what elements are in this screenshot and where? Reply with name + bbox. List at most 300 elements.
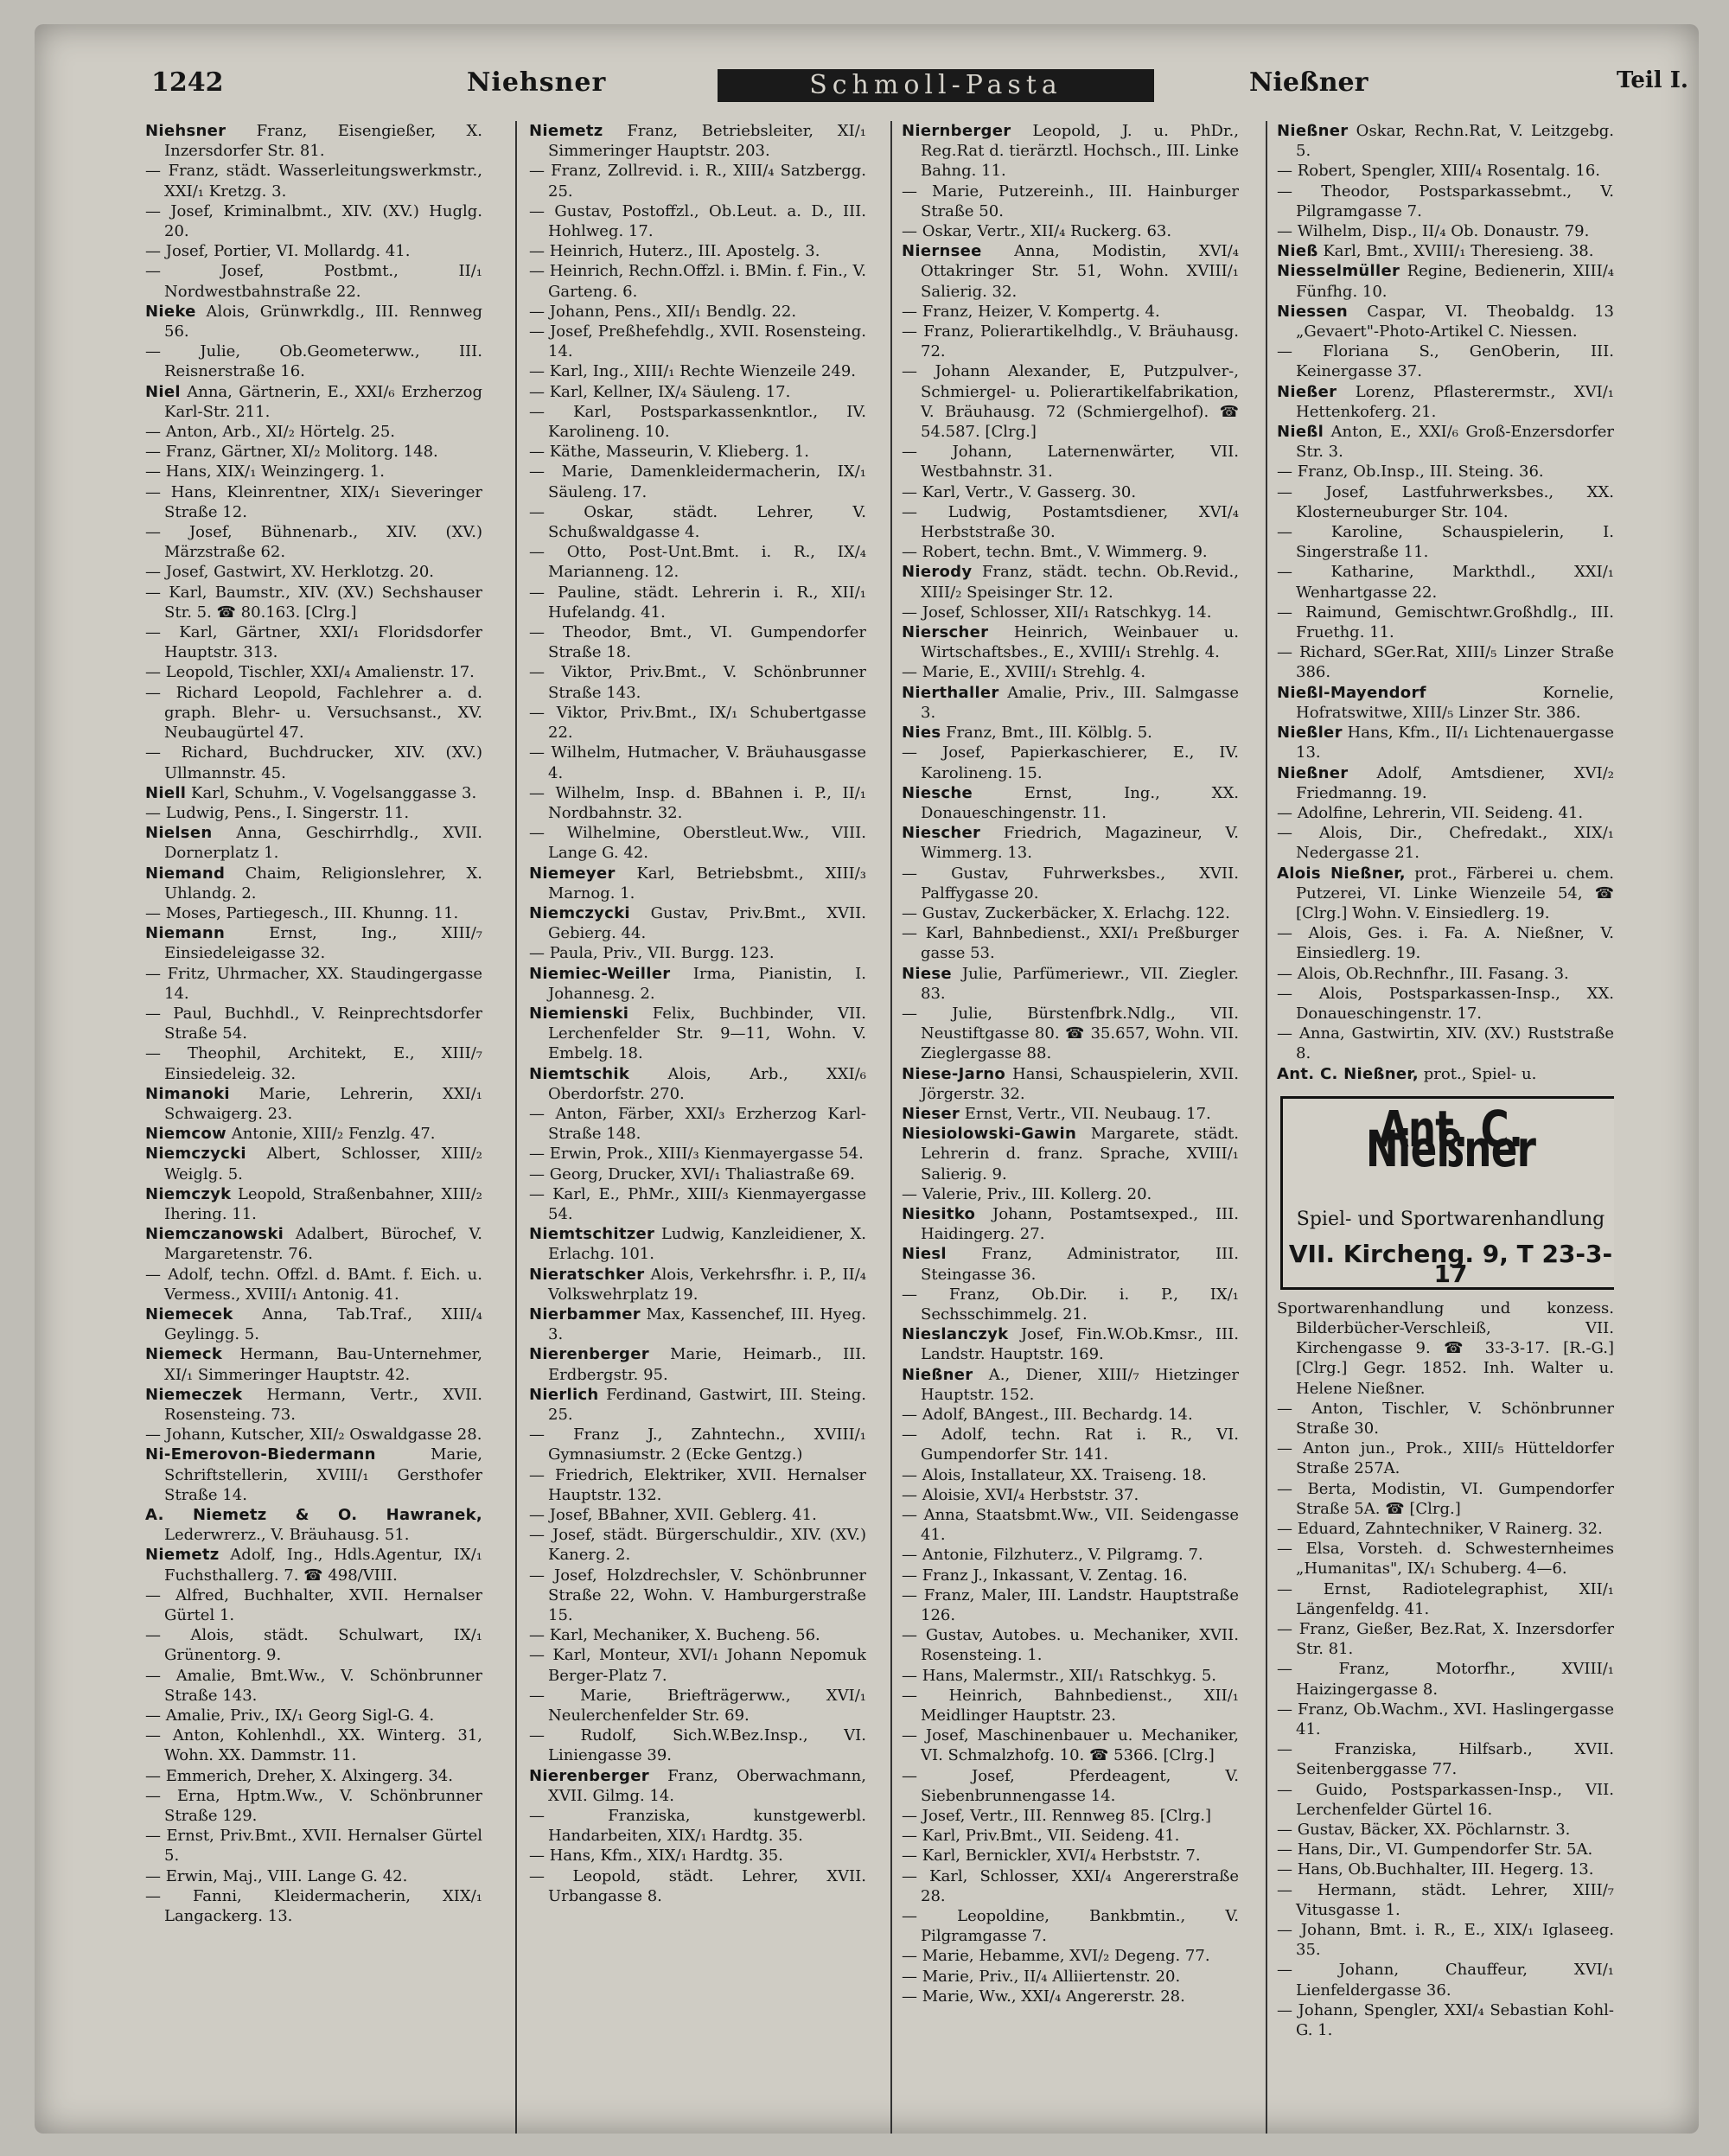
directory-entry bbox=[529, 1725, 866, 1765]
directory-entry bbox=[145, 1766, 482, 1786]
directory-entry bbox=[902, 121, 1239, 182]
directory-entry bbox=[529, 1645, 866, 1685]
entry-text: — Franz, Heizer, V. Kompertg. 4. bbox=[902, 302, 1160, 321]
directory-entry bbox=[902, 1766, 1239, 1806]
entry-text: — Karoline, Schauspielerin, I. Singerstraße 11. bbox=[1277, 523, 1614, 562]
ad-title: Ant. C. Nießner bbox=[1365, 1099, 1536, 1178]
entry-text: — Hans, Kfm., XIX/₁ Hardtg. 35. bbox=[529, 1847, 783, 1866]
directory-entry bbox=[902, 1365, 1239, 1405]
entry-text: Marie, Lehrerin, XXI/₁ Schwaigerg. 23. bbox=[164, 1084, 482, 1123]
column-4 bbox=[1277, 121, 1614, 2134]
directory-entry bbox=[1277, 1519, 1614, 1539]
entry-surname: Niemcow bbox=[145, 1125, 226, 1144]
directory-entry bbox=[529, 442, 866, 462]
directory-entry bbox=[145, 442, 482, 462]
entry-text: Franz, Eisengießer, X. Inzersdorfer Str. 81. bbox=[164, 122, 482, 161]
directory-entry bbox=[145, 1666, 482, 1706]
entry-text: — Johann, Kutscher, XII/₂ Oswaldgasse 28. bbox=[145, 1426, 482, 1445]
directory-entry bbox=[902, 1204, 1239, 1244]
directory-entry bbox=[145, 1866, 482, 1886]
directory-entry bbox=[145, 783, 482, 803]
entry-text: — Johann, Laternenwärter, VII. Westbahnstr. 31. bbox=[902, 443, 1239, 482]
entry-text: Hermann, Vertr., XVII. Rosensteing. 73. bbox=[164, 1385, 482, 1424]
directory-entry bbox=[1277, 522, 1614, 562]
directory-entry bbox=[902, 1725, 1239, 1765]
directory-entry bbox=[529, 1304, 866, 1344]
entry-text: — Josef, Portier, VI. Mollardg. 41. bbox=[145, 242, 411, 261]
entry-text: — Johann Alexander, E, Putzpulver-, Schmiergel- u. Polierartikelfabrikation, V. Bräuhausg. 72 (Schmiergelhof). ☎ 54.587. [Clrg.] bbox=[902, 362, 1239, 442]
entry-text: Karl, Betriebsbmt., XIII/₃ Marnog. 1. bbox=[548, 864, 866, 903]
directory-entry bbox=[145, 1385, 482, 1425]
entry-text: — Otto, Post-Unt.Bmt. i. R., IX/₄ Marianneng. 12. bbox=[529, 543, 866, 582]
entry-text: Antonie, XIII/₂ Fenzlg. 47. bbox=[226, 1125, 436, 1144]
entry-text: — Aloisie, XVI/₄ Herbststr. 37. bbox=[902, 1485, 1139, 1504]
directory-entry bbox=[529, 1566, 866, 1626]
directory-entry bbox=[1277, 1064, 1614, 1084]
entry-text: — Viktor, Priv.Bmt., IX/₁ Schubertgasse 22. bbox=[529, 703, 866, 743]
entry-text: A., Diener, XIII/₇ Hietzinger Hauptstr. 152. bbox=[921, 1365, 1239, 1404]
directory-entry bbox=[902, 964, 1239, 1004]
entry-surname: A. Niemetz & O. Hawranek, bbox=[145, 1506, 482, 1525]
entry-surname: Niesl bbox=[902, 1245, 947, 1264]
entry-text: Ernst, Ing., XIII/₇ Einsiedeleigasse 32. bbox=[164, 924, 482, 963]
directory-entry bbox=[1277, 302, 1614, 341]
directory-entry bbox=[902, 783, 1239, 823]
directory-entry bbox=[145, 482, 482, 522]
entry-surname: Niemetz bbox=[145, 1546, 220, 1565]
entry-text: — Josef, Vertr., III. Rennweg 85. [Clrg.] bbox=[902, 1807, 1211, 1826]
directory-entry bbox=[529, 382, 866, 402]
entry-surname: Niese-Jarno bbox=[902, 1064, 1006, 1083]
directory-entry bbox=[145, 1124, 482, 1144]
entry-text: — Alois, Postsparkassen-Insp., XX. Donaueschingenstr. 17. bbox=[1277, 984, 1614, 1023]
entry-text: — Käthe, Masseurin, V. Klieberg. 1. bbox=[529, 443, 809, 462]
directory-entry bbox=[1277, 562, 1614, 602]
directory-entry bbox=[902, 1906, 1239, 1946]
directory-entry bbox=[529, 1866, 866, 1906]
column-rule bbox=[890, 121, 892, 2134]
directory-entry bbox=[1277, 221, 1614, 241]
directory-entry bbox=[902, 1987, 1239, 2006]
directory-entry bbox=[529, 783, 866, 823]
directory-entry bbox=[529, 462, 866, 501]
directory-entry bbox=[145, 241, 482, 261]
entry-text: — Fritz, Uhrmacher, XX. Staudingergasse 14. bbox=[145, 964, 482, 1003]
entry-surname: Nierthaller bbox=[902, 683, 999, 702]
part-label: Teil I. bbox=[1617, 67, 1688, 93]
entry-text: — Anna, Staatsbmt.Ww., VII. Seidengasse 41. bbox=[902, 1506, 1239, 1545]
entry-surname: Nierlich bbox=[529, 1385, 599, 1404]
entry-text: Ernst, Vertr., VII. Neubaug. 17. bbox=[960, 1104, 1211, 1123]
directory-entry bbox=[145, 1706, 482, 1725]
entry-text: — Josef, Schlosser, XII/₁ Ratschkyg. 14. bbox=[902, 603, 1212, 622]
directory-entry bbox=[529, 402, 866, 442]
directory-entry bbox=[145, 923, 482, 963]
entry-text: — Adolf, techn. Rat i. R., VI. Gumpendorfer Str. 141. bbox=[902, 1426, 1239, 1464]
directory-entry bbox=[529, 903, 866, 943]
entry-text: — Hans, Malermstr., XII/₁ Ratschkyg. 5. bbox=[902, 1666, 1217, 1685]
entry-text: — Marie, E., XVIII/₁ Strehlg. 4. bbox=[902, 663, 1146, 682]
entry-text: — Valerie, Priv., III. Kollerg. 20. bbox=[902, 1184, 1152, 1203]
directory-entry bbox=[145, 562, 482, 582]
directory-entry bbox=[529, 261, 866, 301]
entry-surname: Nielsen bbox=[145, 824, 213, 843]
directory-entry bbox=[1277, 964, 1614, 984]
directory-entry bbox=[529, 1465, 866, 1505]
entry-text: — Eduard, Zahntechniker, V Rainerg. 32. bbox=[1277, 1519, 1603, 1538]
entry-surname: Nierenberger bbox=[529, 1766, 649, 1785]
entry-text: — Franz, städt. Wasserleitungswerkmstr., XXI/₁ Kretzg. 3. bbox=[145, 162, 482, 201]
entry-text: — Karl, Gärtner, XXI/₁ Floridsdorfer Hauptstr. 313. bbox=[145, 623, 482, 662]
directory-entry bbox=[1277, 823, 1614, 863]
entry-text: — Karl, Mechaniker, X. Bucheng. 56. bbox=[529, 1626, 820, 1645]
directory-entry bbox=[145, 1184, 482, 1224]
directory-entry bbox=[1277, 161, 1614, 181]
directory-entry bbox=[902, 683, 1239, 723]
directory-entry bbox=[529, 542, 866, 582]
entry-text: — Richard Leopold, Fachlehrer a. d. graph. Blehr- u. Versuchsanst., XV. Neubaugürtel 47. bbox=[145, 683, 482, 743]
advertisement-box bbox=[1280, 1096, 1614, 1290]
directory-entry bbox=[145, 1886, 482, 1926]
directory-entry bbox=[902, 603, 1239, 622]
directory-entry bbox=[145, 422, 482, 442]
directory-entry bbox=[902, 542, 1239, 562]
entry-surname: Niemienski bbox=[529, 1004, 629, 1023]
entry-surname: Niemecek bbox=[145, 1304, 233, 1324]
directory-entry bbox=[1277, 1438, 1614, 1478]
entry-surname: Niemtschitzer bbox=[529, 1225, 655, 1244]
entry-text: — Anton, Kohlenhdl., XX. Winterg. 31, Wohn. XX. Dammstr. 11. bbox=[145, 1726, 482, 1765]
column-1 bbox=[145, 121, 482, 2134]
entry-text: — Franz, Zollrevid. i. R., XIII/₄ Satzbergg. 25. bbox=[529, 162, 866, 201]
directory-entry bbox=[529, 1144, 866, 1164]
entry-text: — Gustav, Postoffzl., Ob.Leut. a. D., III. Hohlweg. 17. bbox=[529, 201, 866, 241]
entry-text: — Richard, SGer.Rat, XIII/₅ Linzer Straße 386. bbox=[1277, 643, 1614, 682]
entry-surname: Nießner bbox=[1277, 122, 1349, 140]
entry-text: — Heinrich, Bahnbedienst., XII/₁ Meidlinger Hauptstr. 23. bbox=[902, 1686, 1239, 1725]
entry-text: — Hans, Ob.Buchhalter, III. Hegerg. 13. bbox=[1277, 1860, 1594, 1879]
entry-text: — Marie, Briefträgerww., XVI/₁ Neulerchenfelder Str. 69. bbox=[529, 1686, 866, 1725]
directory-entry bbox=[1277, 241, 1614, 261]
entry-text: — Antonie, Filzhuterz., V. Pilgramg. 7. bbox=[902, 1546, 1203, 1565]
entry-text: — Josef, Papierkaschierer, E., IV. Karolineng. 15. bbox=[902, 743, 1239, 782]
entry-text: — Johann, Spengler, XXI/₄ Sebastian Kohl-G. 1. bbox=[1277, 2000, 1614, 2040]
directory-entry bbox=[145, 622, 482, 662]
directory-entry bbox=[1277, 1920, 1614, 1960]
directory-entry bbox=[529, 943, 866, 963]
entry-surname: Nimanoki bbox=[145, 1084, 230, 1103]
directory-entry bbox=[145, 964, 482, 1004]
directory-entry bbox=[529, 201, 866, 241]
entry-text: Lorenz, Pflasterermstr., XVI/₁ Hettenkoferg. 21. bbox=[1296, 382, 1614, 421]
directory-entry bbox=[145, 903, 482, 923]
directory-entry bbox=[145, 1084, 482, 1124]
directory-entry bbox=[1277, 1619, 1614, 1659]
entry-text: — Heinrich, Huterz., III. Apostelg. 3. bbox=[529, 242, 820, 261]
entry-text: — Alois, Ob.Rechnfhr., III. Fasang. 3. bbox=[1277, 964, 1569, 983]
entry-text: — Heinrich, Rechn.Offzl. i. BMin. f. Fin., V. Garteng. 6. bbox=[529, 262, 866, 301]
ad-address: VII. Kircheng. 9, T 23-3-17 bbox=[1288, 1239, 1613, 1288]
directory-entry bbox=[1277, 1024, 1614, 1063]
entry-text: — Oskar, städt. Lehrer, V. Schußwaldgasse 4. bbox=[529, 502, 866, 542]
directory-entry bbox=[902, 1004, 1239, 1064]
entry-text: Anna, Geschirrhdlg., XVII. Dornerplatz 1. bbox=[164, 824, 482, 863]
entry-surname: Niell bbox=[145, 783, 187, 802]
directory-entry bbox=[1277, 1298, 1614, 1399]
directory-entry bbox=[529, 1686, 866, 1725]
directory-entry bbox=[902, 182, 1239, 221]
directory-entry bbox=[902, 662, 1239, 682]
entry-surname: Nieß bbox=[1277, 242, 1318, 261]
directory-entry bbox=[902, 1545, 1239, 1565]
entry-text: — Karl, Ing., XIII/₁ Rechte Wienzeile 249. bbox=[529, 362, 857, 381]
directory-entry bbox=[145, 683, 482, 743]
directory-entry bbox=[529, 1806, 866, 1846]
entry-text: — Robert, techn. Bmt., V. Wimmerg. 9. bbox=[902, 543, 1208, 562]
entry-surname: Niessen bbox=[1277, 302, 1348, 321]
entry-surname: Niernsee bbox=[902, 242, 982, 261]
entry-surname: Niemetz bbox=[529, 122, 603, 140]
directory-entry bbox=[145, 1144, 482, 1183]
entry-text: Franz, Betriebsleiter, XI/₁ Simmeringer Hauptstr. 203. bbox=[548, 122, 866, 161]
entry-text: — Leopoldine, Bankbmtin., V. Pilgramgasse 7. bbox=[902, 1907, 1239, 1946]
directory-entry bbox=[902, 1104, 1239, 1124]
entry-text: — Hans, Kleinrentner, XIX/₁ Sieveringer Straße 12. bbox=[145, 482, 482, 521]
entry-text: Marie, Schriftstellerin, XVIII/₁ Gersthofer Straße 14. bbox=[164, 1445, 482, 1504]
directory-entry bbox=[902, 743, 1239, 782]
entry-text: — Moses, Partiegesch., III. Khunng. 11. bbox=[145, 903, 459, 922]
entry-text: — Leopold, Tischler, XXI/₄ Amalienstr. 17. bbox=[145, 663, 475, 682]
entry-text: Ernst, Ing., XX. Donaueschingenstr. 11. bbox=[921, 783, 1239, 822]
directory-entry bbox=[529, 1004, 866, 1064]
directory-entry bbox=[902, 1806, 1239, 1826]
entry-text: Hansi, Schauspielerin, XVII. Jörgerstr. 32. bbox=[921, 1064, 1239, 1103]
directory-entry bbox=[902, 1846, 1239, 1866]
entry-text: — Elsa, Vorsteh. d. Schwesternheimes „Humanitas", IX/₁ Schuberg. 4—6. bbox=[1277, 1540, 1614, 1579]
entry-surname: Niehsner bbox=[145, 122, 226, 140]
entry-text: — Franz J., Inkassant, V. Zentag. 16. bbox=[902, 1566, 1188, 1585]
entry-text: Hermann, Bau-Unternehmer, XI/₁ Simmeringer Hauptstr. 42. bbox=[164, 1345, 482, 1384]
entry-text: Leopold, Straßenbahner, XIII/₂ Ihering. 11. bbox=[164, 1184, 482, 1223]
entry-text: Marie, Heimarb., III. Erdbergstr. 95. bbox=[548, 1345, 866, 1384]
entry-surname: Alois Nießner, bbox=[1277, 864, 1406, 883]
directory-entry bbox=[902, 1666, 1239, 1686]
entry-surname: Niemeyer bbox=[529, 864, 616, 883]
directory-entry bbox=[529, 1505, 866, 1525]
entry-surname: Nierbammer bbox=[529, 1304, 641, 1324]
entry-text: — Fanni, Kleidermacherin, XIX/₁ Langackerg. 13. bbox=[145, 1886, 482, 1926]
directory-entry bbox=[1277, 2000, 1614, 2040]
entry-text: — Georg, Drucker, XVI/₁ Thaliastraße 69. bbox=[529, 1164, 855, 1183]
entry-text: — Johann, Chauffeur, XVI/₁ Lienfeldergasse 36. bbox=[1277, 1961, 1614, 2000]
entry-text: — Rudolf, Sich.W.Bez.Insp., VI. Liniengasse 39. bbox=[529, 1726, 866, 1765]
entry-surname: Nieslanczyk bbox=[902, 1325, 1009, 1344]
entry-text: — Karl, E., PhMr., XIII/₃ Kienmayergasse 54. bbox=[529, 1184, 866, 1223]
entry-text: — Marie, Putzereinh., III. Hainburger Straße 50. bbox=[902, 182, 1239, 220]
directory-entry bbox=[902, 502, 1239, 542]
entry-text: Adolf, Ing., Hdls.Agentur, IX/₁ Fuchsthallerg. 7. ☎ 498/VIII. bbox=[164, 1546, 482, 1585]
page-number: 1242 bbox=[151, 67, 224, 98]
directory-entry bbox=[1277, 603, 1614, 642]
directory-entry bbox=[145, 1344, 482, 1384]
entry-text: — Paula, Priv., VII. Burgg. 123. bbox=[529, 944, 775, 963]
entry-text: — Ernst, Priv.Bmt., XVII. Hernalser Gürtel 5. bbox=[145, 1827, 482, 1866]
directory-entry bbox=[1277, 1399, 1614, 1438]
directory-entry bbox=[145, 1043, 482, 1083]
entry-text: Gustav, Priv.Bmt., XVII. Gebierg. 44. bbox=[548, 903, 866, 943]
entry-text: — Marie, Hebamme, XVI/₂ Degeng. 77. bbox=[902, 1947, 1210, 1966]
entry-text: — Julie, Bürstenfbrk.Ndlg., VII. Neustiftgasse 80. ☎ 35.657, Wohn. VII. Zieglergasse 88. bbox=[902, 1004, 1239, 1063]
directory-entry bbox=[902, 864, 1239, 903]
directory-entry bbox=[1277, 482, 1614, 522]
directory-entry bbox=[529, 1344, 866, 1384]
column-4-entries bbox=[1277, 121, 1614, 1084]
directory-entry bbox=[145, 121, 482, 161]
entry-text: Franz, Bmt., III. Kölblg. 5. bbox=[941, 724, 1152, 743]
directory-entry bbox=[145, 1224, 482, 1264]
directory-entry bbox=[1277, 1739, 1614, 1779]
directory-entry bbox=[1277, 923, 1614, 963]
entry-text: — Josef, Preßhefehdlg., XVII. Rosensteing. 14. bbox=[529, 322, 866, 361]
column-4-entries-continued bbox=[1277, 1298, 1614, 2041]
directory-entry bbox=[902, 361, 1239, 442]
entry-text: Adalbert, Bürochef, V. Margaretenstr. 76. bbox=[164, 1225, 482, 1264]
directory-entry bbox=[145, 201, 482, 241]
running-head-left: Niehsner bbox=[467, 67, 607, 98]
directory-entry bbox=[529, 1846, 866, 1866]
entry-text: — Erwin, Maj., VIII. Lange G. 42. bbox=[145, 1866, 408, 1885]
entry-text: — Adolf, techn. Offzl. d. BAmt. f. Eich. u. Vermess., XVIII/₁ Antonig. 41. bbox=[145, 1265, 482, 1304]
directory-entry bbox=[902, 1585, 1239, 1625]
directory-entry bbox=[1277, 683, 1614, 723]
entry-text: — Franz, Ob.Wachm., XVI. Haslingergasse 41. bbox=[1277, 1700, 1614, 1739]
entry-text: — Alois, Dir., Chefredakt., XIX/₁ Nedergasse 21. bbox=[1277, 824, 1614, 863]
entry-text: — Anton, Tischler, V. Schönbrunner Straße 30. bbox=[1277, 1399, 1614, 1438]
directory-entry bbox=[529, 1104, 866, 1144]
entry-text: — Gustav, Autobes. u. Mechaniker, XVII. Rosensteing. 1. bbox=[902, 1626, 1239, 1665]
entry-text: — Josef, Kriminalbmt., XIV. (XV.) Huglg. 20. bbox=[145, 201, 482, 241]
entry-text: prot., Färberei u. chem. Putzerei, VI. Linke Wienzeile 54, ☎ [Clrg.] Wohn. V. Einsiedlerg. 19. bbox=[1296, 864, 1614, 922]
entry-surname: Nießl bbox=[1277, 423, 1324, 442]
entry-surname: Nierscher bbox=[902, 623, 989, 642]
directory-entry bbox=[1277, 1840, 1614, 1859]
entry-surname: Nießer bbox=[1277, 382, 1337, 401]
entry-text: — Ernst, Radiotelegraphist, XII/₁ Längenfeldg. 41. bbox=[1277, 1579, 1614, 1618]
column-rule bbox=[1266, 121, 1267, 2134]
directory-entry bbox=[529, 1184, 866, 1224]
entry-text: Felix, Buchbinder, VII. Lerchenfelder Str. 9—11, Wohn. V. Embelg. 18. bbox=[548, 1004, 866, 1063]
entry-text: — Karl, Bahnbedienst., XXI/₁ Preßburger gasse 53. bbox=[902, 924, 1239, 963]
ad-subtitle: Spiel- und Sportwarenhandlung bbox=[1296, 1208, 1605, 1230]
entry-text: — Franz, Gießer, Bez.Rat, X. Inzersdorfer Str. 81. bbox=[1277, 1620, 1614, 1659]
directory-entry bbox=[145, 1545, 482, 1585]
directory-entry bbox=[902, 1124, 1239, 1184]
directory-entry bbox=[529, 864, 866, 903]
directory-entry bbox=[145, 1425, 482, 1445]
entry-surname: Niemand bbox=[145, 864, 226, 883]
directory-entry bbox=[1277, 763, 1614, 803]
entry-text: Friedrich, Magazineur, V. Wimmerg. 13. bbox=[921, 824, 1239, 863]
directory-entry bbox=[529, 703, 866, 743]
entry-text: — Viktor, Priv.Bmt., V. Schönbrunner Straße 143. bbox=[529, 663, 866, 702]
entry-text: Anton, E., XXI/₆ Groß-Enzersdorfer Str. 3. bbox=[1296, 423, 1614, 462]
entry-text: Franz, Administrator, III. Steingasse 36. bbox=[921, 1245, 1239, 1284]
directory-entry bbox=[1277, 803, 1614, 823]
directory-entry bbox=[902, 221, 1239, 241]
directory-entry bbox=[1277, 1579, 1614, 1619]
directory-entry bbox=[902, 723, 1239, 743]
entry-text: — Josef, städt. Bürgerschuldir., XIV. (XV.) Kanerg. 2. bbox=[529, 1526, 866, 1565]
entry-text: Karl, Bmt., XVIII/₁ Theresieng. 38. bbox=[1317, 242, 1594, 261]
entry-text: — Alois, Ges. i. Fa. A. Nießner, V. Einsiedlerg. 19. bbox=[1277, 924, 1614, 963]
entry-text: — Theodor, Postsparkassebmt., V. Pilgramgasse 7. bbox=[1277, 182, 1614, 220]
entry-text: Adolf, Amtsdiener, XVI/₂ Friedmanng. 19. bbox=[1296, 763, 1614, 802]
entry-surname: Niesselmüller bbox=[1277, 262, 1400, 281]
entry-surname: Niemtschik bbox=[529, 1064, 630, 1083]
entry-text: — Franz, Polierartikelhdlg., V. Bräuhausg. 72. bbox=[902, 322, 1239, 361]
entry-text: — Josef, Pferdeagent, V. Siebenbrunnengasse 14. bbox=[902, 1766, 1239, 1805]
directory-entry bbox=[902, 1184, 1239, 1204]
directory-entry bbox=[529, 583, 866, 622]
entry-text: — Franziska, Hilfsarb., XVII. Seitenberggasse 77. bbox=[1277, 1740, 1614, 1779]
entry-surname: Niemeczek bbox=[145, 1385, 243, 1404]
entry-surname: Niel bbox=[145, 382, 181, 401]
entry-surname: Niemczycki bbox=[145, 1145, 246, 1164]
directory-entry bbox=[145, 341, 482, 381]
entry-surname: Nieser bbox=[902, 1104, 960, 1123]
directory-entry bbox=[902, 823, 1239, 863]
entry-surname: Niemczycki bbox=[529, 903, 630, 922]
directory-entry bbox=[1277, 1659, 1614, 1699]
entry-text: — Wilhelmine, Oberstleut.Ww., VIII. Lange G. 42. bbox=[529, 824, 866, 863]
entry-text: — Josef, Lastfuhrwerksbes., XX. Klosterneuburger Str. 104. bbox=[1277, 482, 1614, 521]
entry-text: — Anton, Arb., XI/₂ Hörtelg. 25. bbox=[145, 423, 396, 442]
entry-text: Leopold, J. u. PhDr., Reg.Rat d. tierärztl. Hochsch., III. Linke Bahng. 11. bbox=[921, 122, 1239, 181]
directory-page bbox=[35, 24, 1699, 2134]
entry-surname: Niesitko bbox=[902, 1204, 976, 1223]
entry-text: — Karl, Postsparkassenkntlor., IV. Karolineng. 10. bbox=[529, 402, 866, 442]
directory-entry bbox=[902, 322, 1239, 361]
entry-text: — Leopold, städt. Lehrer, XVII. Urbangasse 8. bbox=[529, 1866, 866, 1905]
entry-text: — Amalie, Bmt.Ww., V. Schönbrunner Straße 143. bbox=[145, 1666, 482, 1705]
directory-entry bbox=[145, 261, 482, 301]
entry-text: — Wilhelm, Disp., II/₄ Ob. Donaustr. 79. bbox=[1277, 222, 1590, 241]
entry-surname: Nierenberger bbox=[529, 1345, 649, 1364]
entry-text: Franz, städt. techn. Ob.Revid., XIII/₂ Speisinger Str. 12. bbox=[921, 563, 1239, 602]
directory-entry bbox=[145, 1585, 482, 1625]
entry-text: — Julie, Ob.Geometerww., III. Reisnerstraße 16. bbox=[145, 342, 482, 381]
directory-entry bbox=[1277, 1880, 1614, 1920]
entry-text: Heinrich, Weinbauer u. Wirtschaftsbes., E., XVIII/₁ Strehlg. 4. bbox=[921, 623, 1239, 662]
directory-entry bbox=[1277, 462, 1614, 482]
directory-entry bbox=[145, 1786, 482, 1826]
directory-entry bbox=[145, 1625, 482, 1665]
directory-entry bbox=[1277, 1859, 1614, 1879]
directory-entry bbox=[1277, 261, 1614, 301]
entry-surname: Niernberger bbox=[902, 122, 1011, 140]
directory-entry bbox=[529, 823, 866, 863]
entry-text: — Karl, Vertr., V. Gasserg. 30. bbox=[902, 482, 1137, 501]
directory-entry bbox=[902, 1866, 1239, 1906]
entry-surname: Niemann bbox=[145, 924, 226, 943]
entry-text: — Franziska, kunstgewerbl. Handarbeiten, XIX/₁ Hardtg. 35. bbox=[529, 1807, 866, 1846]
entry-text: — Marie, Priv., II/₄ Alliiertenstr. 20. bbox=[902, 1967, 1181, 1986]
entry-text: — Robert, Spengler, XIII/₄ Rosentalg. 16. bbox=[1277, 162, 1601, 181]
directory-entry bbox=[529, 302, 866, 322]
entry-text: — Adolfine, Lehrerin, VII. Seideng. 41. bbox=[1277, 803, 1584, 822]
directory-entry bbox=[1277, 1700, 1614, 1739]
entry-text: Max, Kassenchef, III. Hyeg. 3. bbox=[548, 1304, 866, 1344]
